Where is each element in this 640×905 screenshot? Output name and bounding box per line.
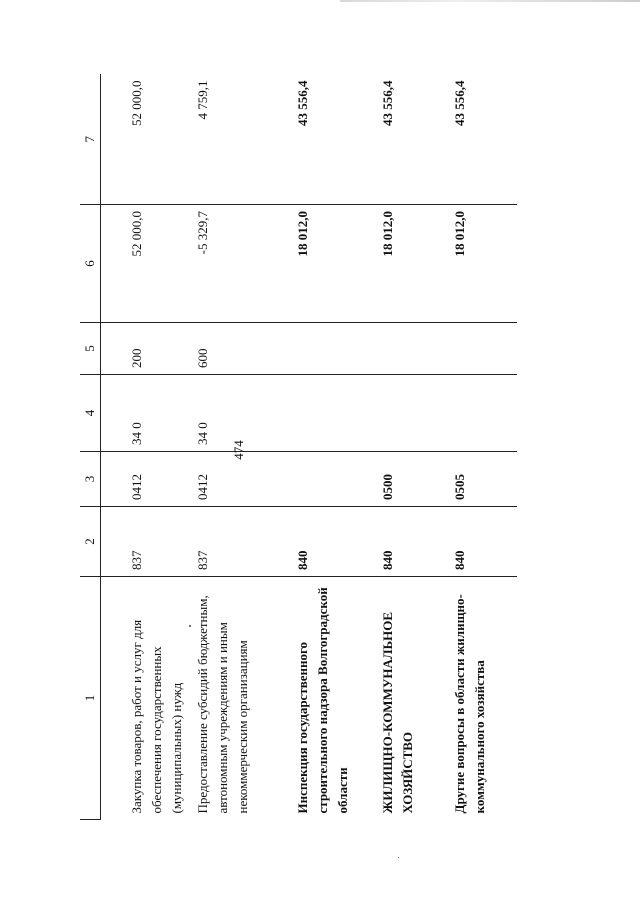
table-row: [447, 75, 517, 820]
scan-edge-line: [340, 0, 640, 2]
row-amount-change: 18 012,0: [447, 205, 517, 323]
row-amount-total: 43 556,4: [290, 75, 375, 205]
row-amount-total: 4 759,1: [190, 75, 290, 205]
row-amount-total: 43 556,4: [447, 75, 517, 205]
row-expense-type: [290, 323, 375, 375]
row-name: Предоставление субсидий бюджетным, автономным учреждениям и иным некоммерческим организациям: [195, 595, 250, 814]
row-target-code: [447, 375, 517, 452]
row-target-code: [375, 375, 447, 452]
table-row: [190, 75, 290, 820]
table-row: [375, 75, 447, 820]
row-amount-total: 43 556,4: [375, 75, 447, 205]
table-row: [101, 75, 191, 820]
table-row: [290, 75, 375, 820]
header-cell: 4: [80, 375, 101, 452]
scan-speck: [398, 857, 399, 858]
header-cell: 7: [80, 75, 101, 205]
row-target-code: 34 0: [101, 375, 191, 452]
row-target-code: [290, 375, 375, 452]
row-section-code: [290, 452, 375, 507]
row-section-code: 0505: [447, 452, 517, 507]
row-name: Другие вопросы в области жилищно-коммунального хозяйства: [452, 594, 487, 814]
row-section-code: 0412: [101, 452, 191, 507]
row-amount-change: 18 012,0: [290, 205, 375, 323]
row-expense-type: 200: [101, 323, 191, 375]
row-name: Инспекция государственного строительного надзора Волгоградской области: [295, 587, 350, 814]
row-name: ЖИЛИЩНО-КОММУНАЛЬНОЕ ХОЗЯЙСТВО: [380, 611, 415, 814]
row-amount-change: -5 329,7: [190, 205, 290, 323]
row-name: Закупка товаров, работ и услуг для обеспечения государственных (муниципальных) нужд: [129, 619, 184, 814]
row-expense-type: 600: [190, 323, 290, 375]
header-cell: 3: [80, 452, 101, 507]
row-ministry-code: 840: [447, 507, 517, 577]
row-ministry-code: 837: [101, 507, 191, 577]
header-cell: 1: [80, 577, 101, 820]
header-cell: 5: [80, 323, 101, 375]
row-section-code: 0500: [375, 452, 447, 507]
row-ministry-code: 837: [190, 507, 290, 577]
table-header-row: [80, 75, 101, 820]
header-cell: 2: [80, 507, 101, 577]
row-expense-type: [375, 323, 447, 375]
budget-table: [80, 75, 517, 821]
row-target-code: 34 0: [190, 375, 290, 452]
row-ministry-code: 840: [375, 507, 447, 577]
row-amount-change: 52 000,0: [101, 205, 191, 323]
row-amount-change: 18 012,0: [375, 205, 447, 323]
row-section-code: 0412: [190, 452, 290, 507]
header-cell: 6: [80, 205, 101, 323]
page-number: 474: [230, 440, 246, 460]
row-ministry-code: 840: [290, 507, 375, 577]
rotated-table-container: [80, 75, 487, 820]
row-amount-total: 52 000,0: [101, 75, 191, 205]
row-expense-type: [447, 323, 517, 375]
